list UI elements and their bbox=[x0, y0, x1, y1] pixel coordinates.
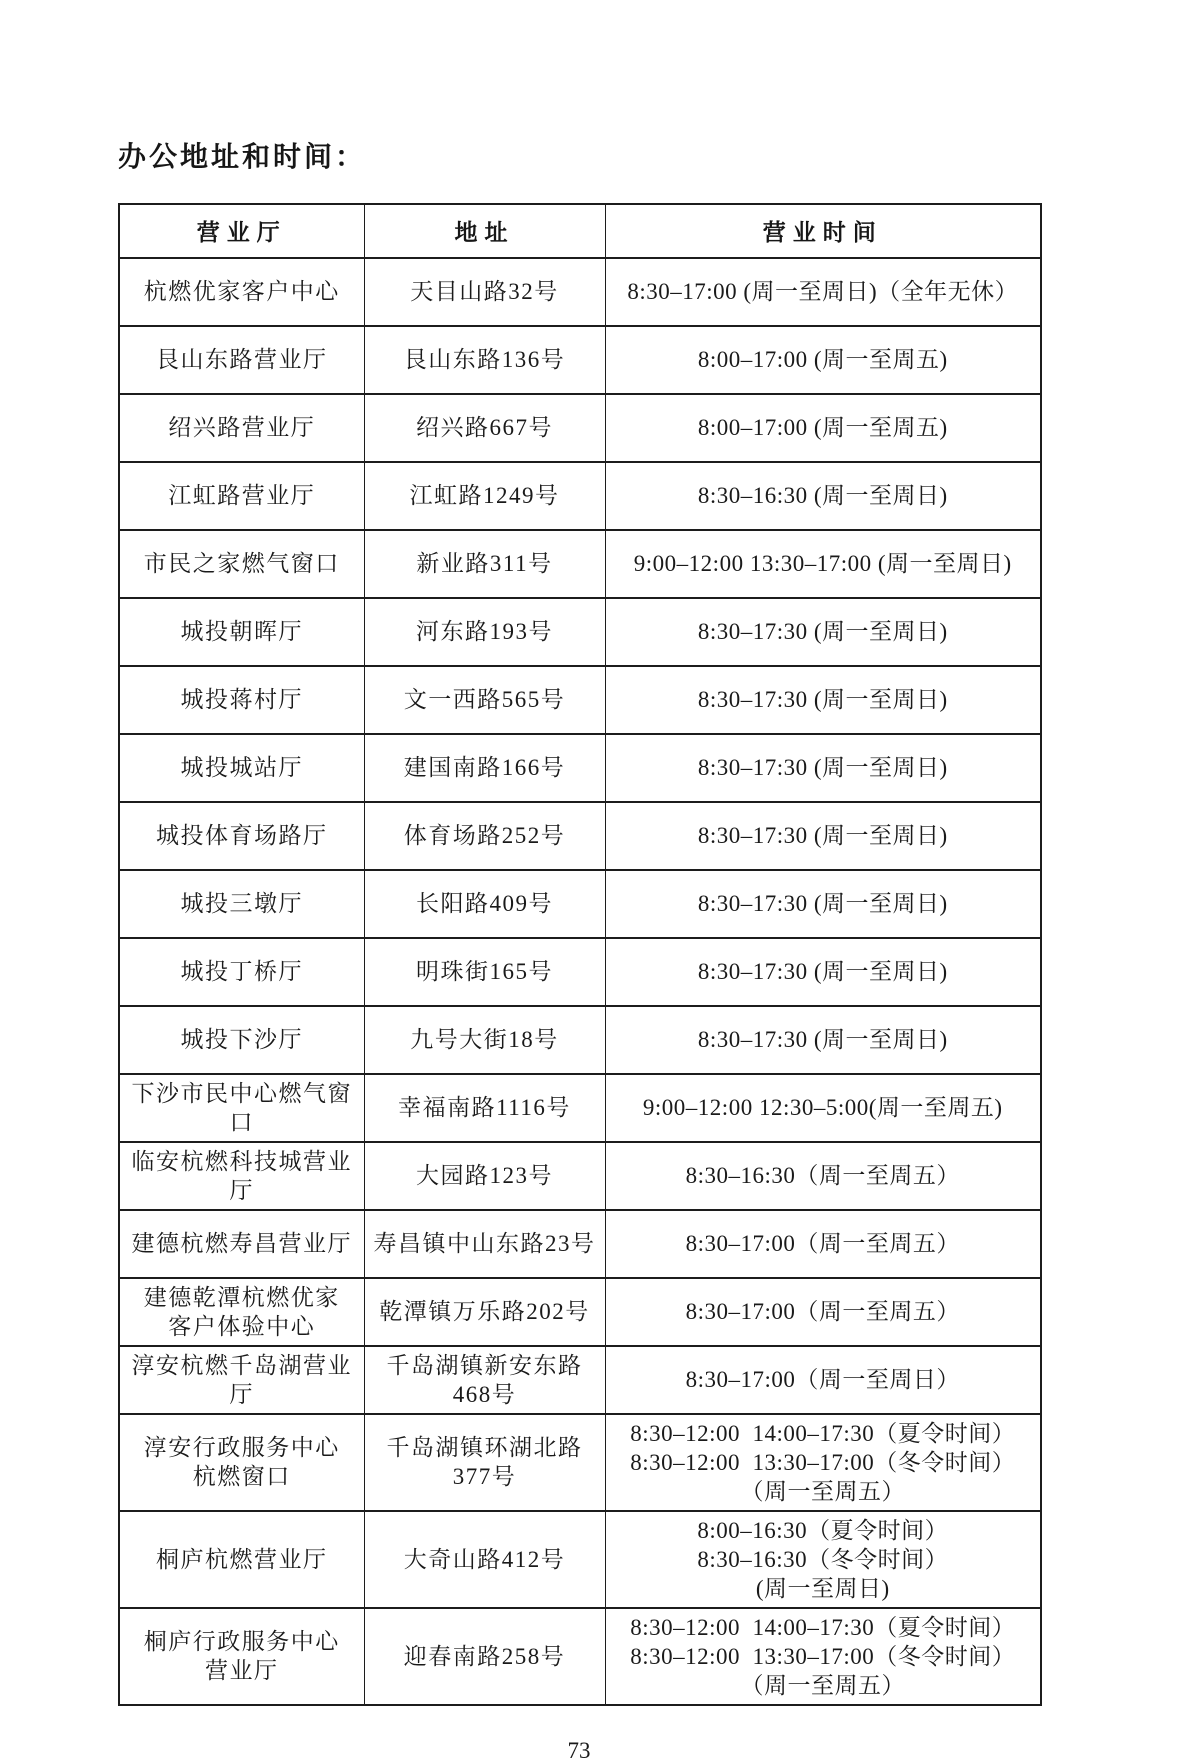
hall-cell bbox=[119, 938, 364, 1006]
hall-name-line: 临安杭燃科技城营业厅 bbox=[131, 1148, 352, 1203]
hall-cell bbox=[119, 394, 364, 462]
hours-line: 8:30–16:30（冬令时间） bbox=[697, 1546, 949, 1572]
hall-cell bbox=[119, 1414, 364, 1511]
address-cell bbox=[364, 734, 605, 802]
address-cell bbox=[364, 1346, 605, 1414]
hours-cell bbox=[605, 530, 1041, 598]
table-row bbox=[119, 1210, 1041, 1278]
table-row bbox=[119, 1278, 1041, 1346]
hall-cell bbox=[119, 734, 364, 802]
hall-name-line: 建德杭燃寿昌营业厅 bbox=[131, 1231, 352, 1257]
hours-line: （周一至周五） bbox=[740, 1478, 905, 1504]
hall-cell bbox=[119, 1006, 364, 1074]
hours-cell bbox=[605, 1278, 1041, 1346]
table-row bbox=[119, 1074, 1041, 1142]
hours-cell bbox=[605, 1608, 1041, 1705]
address-text: 迎春南路258号 bbox=[403, 1643, 566, 1669]
office-locations-table bbox=[118, 203, 1042, 1706]
office-table-body bbox=[119, 258, 1041, 1705]
hours-cell bbox=[605, 1511, 1041, 1608]
hours-line: 8:00–16:30（夏令时间） bbox=[697, 1517, 949, 1543]
address-text: 新业路311号 bbox=[416, 551, 553, 577]
table-row bbox=[119, 734, 1041, 802]
table-row bbox=[119, 1346, 1041, 1414]
address-cell bbox=[364, 870, 605, 938]
address-cell bbox=[364, 1074, 605, 1142]
header-row bbox=[119, 204, 1041, 258]
hours-line: 8:30–12:00 14:00–17:30（夏令时间） bbox=[630, 1614, 1016, 1640]
hours-cell bbox=[605, 258, 1041, 326]
address-text: 河东路193号 bbox=[416, 619, 553, 645]
hours-cell bbox=[605, 326, 1041, 394]
address-text: 长阳路409号 bbox=[416, 891, 553, 917]
hall-name-line: 城投蒋村厅 bbox=[180, 687, 303, 713]
hall-name-line: 城投三墩厅 bbox=[180, 891, 303, 917]
address-cell bbox=[364, 530, 605, 598]
hours-cell bbox=[605, 802, 1041, 870]
address-text: 九号大街18号 bbox=[410, 1027, 559, 1053]
hours-line: 8:30–17:30 (周一至周日) bbox=[697, 1027, 948, 1053]
hours-line: 8:30–16:30 (周一至周日) bbox=[697, 483, 948, 509]
table-row bbox=[119, 1511, 1041, 1608]
address-text: 乾潭镇万乐路202号 bbox=[379, 1299, 590, 1325]
address-cell bbox=[364, 258, 605, 326]
hall-cell bbox=[119, 1142, 364, 1210]
hours-cell bbox=[605, 1346, 1041, 1414]
hours-line: 8:30–17:30 (周一至周日) bbox=[697, 891, 948, 917]
hall-name-line: 城投下沙厅 bbox=[180, 1027, 303, 1053]
hours-line: （周一至周五） bbox=[740, 1672, 905, 1698]
page-title: 办公地址和时间： bbox=[118, 141, 367, 172]
hall-name-line: 城投体育场路厅 bbox=[156, 823, 328, 849]
hall-cell bbox=[119, 1608, 364, 1705]
hall-name-line: 建德乾潭杭燃优家 bbox=[143, 1284, 340, 1310]
address-cell bbox=[364, 938, 605, 1006]
address-text: 天目山路32号 bbox=[410, 279, 559, 305]
table-row bbox=[119, 802, 1041, 870]
address-text: 大园路123号 bbox=[416, 1163, 553, 1189]
hours-cell bbox=[605, 870, 1041, 938]
table-row bbox=[119, 1608, 1041, 1705]
address-cell bbox=[364, 666, 605, 734]
address-cell bbox=[364, 1414, 605, 1511]
page-number: 73 bbox=[567, 1737, 591, 1763]
hours-cell bbox=[605, 666, 1041, 734]
hall-name-line: 营业厅 bbox=[205, 1658, 279, 1684]
table-row bbox=[119, 530, 1041, 598]
hall-cell bbox=[119, 1346, 364, 1414]
hours-cell bbox=[605, 938, 1041, 1006]
hours-line: 8:30–17:00（周一至周五） bbox=[685, 1231, 960, 1257]
hall-name-line: 艮山东路营业厅 bbox=[156, 347, 328, 373]
hall-cell bbox=[119, 598, 364, 666]
table-row bbox=[119, 870, 1041, 938]
table-row bbox=[119, 258, 1041, 326]
hall-name-line: 杭燃窗口 bbox=[192, 1464, 291, 1490]
hours-line: 9:00–12:00 13:30–17:00 (周一至周日) bbox=[633, 551, 1012, 577]
hours-line: 8:30–17:00 (周一至周日)（全年无休） bbox=[627, 279, 1019, 305]
address-cell bbox=[364, 394, 605, 462]
hall-cell bbox=[119, 530, 364, 598]
hours-line: 8:30–17:30 (周一至周日) bbox=[697, 755, 948, 781]
hours-line: 8:30–17:30 (周一至周日) bbox=[697, 687, 948, 713]
header-hall: 营业厅 bbox=[119, 204, 364, 258]
hours-cell bbox=[605, 598, 1041, 666]
hall-name-line: 桐庐行政服务中心 bbox=[143, 1629, 340, 1655]
table-row bbox=[119, 938, 1041, 1006]
hall-cell bbox=[119, 258, 364, 326]
hall-name-line: 下沙市民中心燃气窗口 bbox=[131, 1080, 352, 1135]
hall-name-line: 城投朝晖厅 bbox=[180, 619, 303, 645]
hall-name-line: 江虹路营业厅 bbox=[168, 483, 316, 509]
hours-line: 8:30–12:00 14:00–17:30（夏令时间） bbox=[630, 1420, 1016, 1446]
address-cell bbox=[364, 1278, 605, 1346]
address-text: 幸福南路1116号 bbox=[398, 1095, 571, 1121]
table-row bbox=[119, 1006, 1041, 1074]
hall-name-line: 客户体验中心 bbox=[168, 1313, 316, 1339]
hours-line: 8:00–17:00 (周一至周五) bbox=[697, 347, 948, 373]
hours-line: 8:30–17:00（周一至周日） bbox=[685, 1367, 960, 1393]
address-text: 明珠街165号 bbox=[416, 959, 553, 985]
table-row bbox=[119, 1142, 1041, 1210]
hours-cell bbox=[605, 394, 1041, 462]
hall-cell bbox=[119, 1210, 364, 1278]
hall-name-line: 桐庐杭燃营业厅 bbox=[156, 1546, 328, 1572]
address-cell bbox=[364, 598, 605, 666]
address-text: 千岛湖镇环湖北路377号 bbox=[386, 1435, 583, 1490]
address-text: 体育场路252号 bbox=[403, 823, 566, 849]
address-text: 绍兴路667号 bbox=[416, 415, 553, 441]
table-row bbox=[119, 598, 1041, 666]
hours-line: 8:30–12:00 13:30–17:00（冬令时间） bbox=[630, 1643, 1016, 1669]
hall-name-line: 淳安杭燃千岛湖营业厅 bbox=[131, 1352, 352, 1407]
hours-line: (周一至周日) bbox=[755, 1575, 890, 1601]
hours-cell bbox=[605, 1006, 1041, 1074]
address-text: 千岛湖镇新安东路468号 bbox=[386, 1352, 583, 1407]
hours-line: 8:30–17:30 (周一至周日) bbox=[697, 619, 948, 645]
hall-cell bbox=[119, 326, 364, 394]
header-hours: 营业时间 bbox=[605, 204, 1041, 258]
address-cell bbox=[364, 462, 605, 530]
address-cell bbox=[364, 1210, 605, 1278]
address-cell bbox=[364, 1511, 605, 1608]
hours-cell bbox=[605, 1414, 1041, 1511]
hall-name-line: 绍兴路营业厅 bbox=[168, 415, 316, 441]
hall-cell bbox=[119, 870, 364, 938]
hall-name-line: 杭燃优家客户中心 bbox=[143, 279, 340, 305]
address-text: 文一西路565号 bbox=[403, 687, 566, 713]
address-text: 建国南路166号 bbox=[403, 755, 566, 781]
hall-name-line: 市民之家燃气窗口 bbox=[143, 551, 340, 577]
table-row bbox=[119, 666, 1041, 734]
hours-cell bbox=[605, 1074, 1041, 1142]
address-cell bbox=[364, 1142, 605, 1210]
hours-line: 8:30–17:30 (周一至周日) bbox=[697, 823, 948, 849]
hall-name-line: 淳安行政服务中心 bbox=[143, 1435, 340, 1461]
address-cell bbox=[364, 1608, 605, 1705]
document-page bbox=[118, 140, 1040, 1764]
table-row bbox=[119, 1414, 1041, 1511]
hall-cell bbox=[119, 1511, 364, 1608]
address-cell bbox=[364, 1006, 605, 1074]
hours-line: 8:30–16:30（周一至周五） bbox=[685, 1163, 960, 1189]
hours-cell bbox=[605, 734, 1041, 802]
address-cell bbox=[364, 326, 605, 394]
hall-name-line: 城投城站厅 bbox=[180, 755, 303, 781]
hall-cell bbox=[119, 666, 364, 734]
table-row bbox=[119, 326, 1041, 394]
hours-line: 9:00–12:00 12:30–5:00(周一至周五) bbox=[642, 1095, 1003, 1121]
table-row bbox=[119, 394, 1041, 462]
hall-name-line: 城投丁桥厅 bbox=[180, 959, 303, 985]
hall-cell bbox=[119, 462, 364, 530]
hours-cell bbox=[605, 1142, 1041, 1210]
hours-line: 8:30–17:00（周一至周五） bbox=[685, 1299, 960, 1325]
address-cell bbox=[364, 802, 605, 870]
hours-cell bbox=[605, 462, 1041, 530]
hours-line: 8:30–12:00 13:30–17:00（冬令时间） bbox=[630, 1449, 1016, 1475]
address-text: 寿昌镇中山东路23号 bbox=[373, 1231, 596, 1257]
hall-cell bbox=[119, 1278, 364, 1346]
hours-line: 8:00–17:00 (周一至周五) bbox=[697, 415, 948, 441]
hours-line: 8:30–17:30 (周一至周日) bbox=[697, 959, 948, 985]
address-text: 大奇山路412号 bbox=[403, 1546, 566, 1572]
address-text: 艮山东路136号 bbox=[403, 347, 566, 373]
address-text: 江虹路1249号 bbox=[409, 483, 560, 509]
hall-cell bbox=[119, 1074, 364, 1142]
table-header bbox=[119, 204, 1041, 258]
table-row bbox=[119, 462, 1041, 530]
header-address: 地址 bbox=[364, 204, 605, 258]
hall-cell bbox=[119, 802, 364, 870]
hours-cell bbox=[605, 1210, 1041, 1278]
